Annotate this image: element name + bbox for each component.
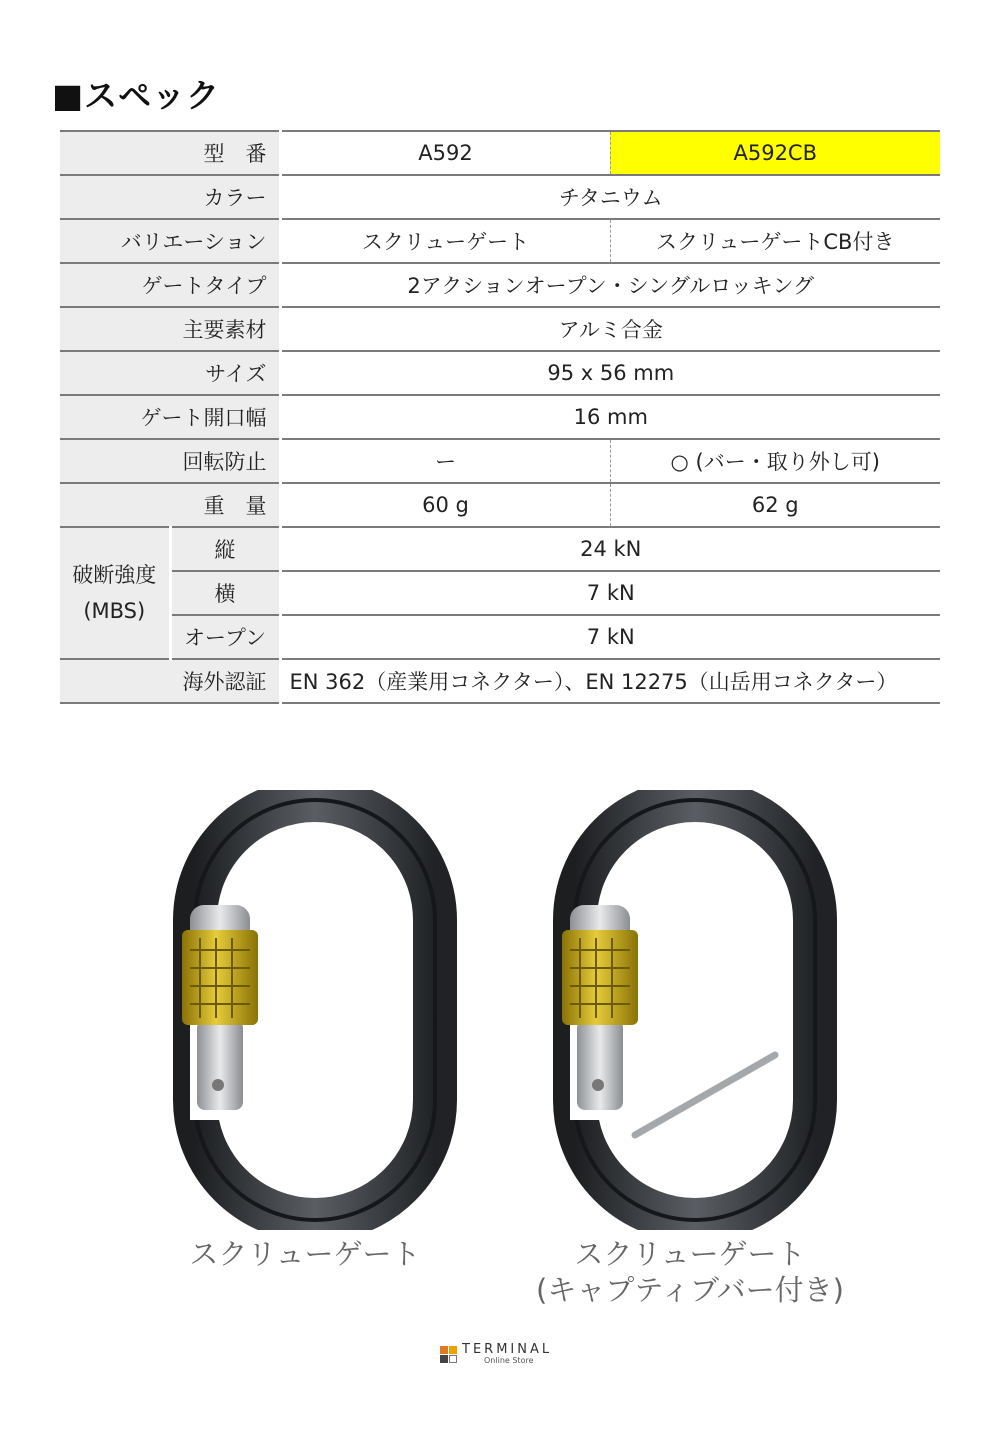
spec-row-strength-major	[60, 527, 940, 571]
product-caption-captive-bar	[500, 1236, 880, 1308]
gate-opening-value: 16 mm	[280, 395, 940, 439]
row-label: 主要素材	[60, 307, 280, 351]
strength-minor-value: 7 kN	[280, 571, 940, 615]
logo-square-icon	[449, 1355, 457, 1363]
row-label: 重 量	[60, 483, 280, 527]
store-logo	[440, 1344, 560, 1368]
model-b: A592CB	[610, 131, 940, 175]
strength-open-value: 7 kN	[280, 615, 940, 659]
carabiner-screwgate-image	[150, 790, 480, 1230]
spec-row-model	[60, 131, 940, 175]
spec-row-material	[60, 307, 940, 351]
color-value: チタニウム	[280, 175, 940, 219]
row-label: 型 番	[60, 131, 280, 175]
logo-subtitle: Online Store	[484, 1356, 534, 1365]
model-a: A592	[280, 131, 610, 175]
row-label: カラー	[60, 175, 280, 219]
logo-square-icon	[440, 1355, 448, 1363]
row-label: バリエーション	[60, 219, 280, 263]
spec-row-color	[60, 175, 940, 219]
spec-row-variation	[60, 219, 940, 263]
cert-value: EN 362（産業用コネクター）、EN 12275（山岳用コネクター）	[280, 659, 940, 703]
row-label: オープン	[170, 615, 280, 659]
caption-line1: スクリューゲート	[574, 1237, 806, 1271]
gate-type-value: 2アクションオープン・シングルロッキング	[280, 263, 940, 307]
material-value: アルミ合金	[280, 307, 940, 351]
weight-a: 60 g	[280, 483, 610, 527]
row-label: 縦	[170, 527, 280, 571]
strength-label-line1: 破断強度	[72, 563, 157, 587]
product-caption-screwgate: スクリューゲート	[189, 1237, 421, 1271]
spec-row-gate-opening	[60, 395, 940, 439]
weight-b: 62 g	[610, 483, 940, 527]
anti-rotation-a: ー	[280, 439, 610, 483]
caption-line2: (キャプティブバー付き)	[536, 1273, 844, 1307]
spec-row-weight	[60, 483, 940, 527]
spec-row-strength-open	[60, 615, 940, 659]
logo-name: TERMINAL	[462, 1342, 553, 1357]
spec-row-cert	[60, 659, 940, 703]
anti-rotation-b: ○ (バー・取り外し可)	[610, 439, 940, 483]
variation-a: スクリューゲート	[280, 219, 610, 263]
row-label: 回転防止	[60, 439, 280, 483]
strength-label-line2: (MBS)	[83, 599, 146, 623]
size-value: 95 x 56 mm	[280, 351, 940, 395]
row-label: 横	[170, 571, 280, 615]
row-label: ゲートタイプ	[60, 263, 280, 307]
logo-square-icon	[440, 1346, 448, 1354]
spec-row-strength-minor	[60, 571, 940, 615]
variation-b: スクリューゲートCB付き	[610, 219, 940, 263]
row-label: ゲート開口幅	[60, 395, 280, 439]
row-label: 海外認証	[60, 659, 280, 703]
spec-row-size	[60, 351, 940, 395]
spec-table	[60, 130, 940, 704]
logo-square-icon	[449, 1346, 457, 1354]
spec-row-gate-type	[60, 263, 940, 307]
row-label: サイズ	[60, 351, 280, 395]
section-heading: ■スペック	[52, 76, 221, 115]
carabiner-captive-bar-image	[530, 790, 860, 1230]
strength-group-label	[60, 527, 170, 659]
strength-major-value: 24 kN	[280, 527, 940, 571]
spec-row-anti-rotation	[60, 439, 940, 483]
